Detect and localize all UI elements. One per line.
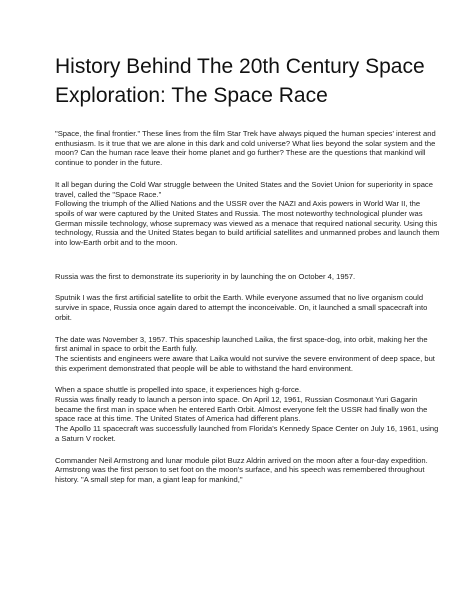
document-title: History Behind The 20th Century Space Exploration: The Space Race <box>55 55 425 107</box>
paragraph-laika: The date was November 3, 1957. This spaceship launched Laika, the first space-dog, into orbit, making her the first animal in space to orbit the Earth fully. The scientists and engineers were aware that Laika would not survive the severe environment of deep space, but this experiment demonstrated that people will be able to withstand the hard environment. <box>55 334 435 373</box>
document-body <box>55 129 440 485</box>
paragraph-armstrong: Commander Neil Armstrong and lunar module pilot Buzz Aldrin arrived on the moon after a four-day expedition. Armstrong was the first person to set foot on the moon's surface, and his speech was remembered throughout history. "A small step for man, a giant leap for mankind," <box>55 455 428 484</box>
paragraph-gagarin-apollo: When a space shuttle is propelled into space, it experiences high g-force. Russia was finally ready to launch a person into space. On April 12, 1961, Russian Cosmonaut Yuri Gagarin became the first man in space when he entered Earth Orbit. Almost everyone felt the USSR had finally won the space race at this time. The United States of America had different plans. The Apollo 11 spacecraft was successfully launched from Florida's Kennedy Space Center on July 16, 1961, using a Saturn V rocket. <box>55 385 439 443</box>
paragraph-sputnik: Sputnik I was the first artificial satellite to orbit the Earth. While everyone assumed that no live organism could survive in space, Russia once again dared to attempt the inconceivable. On, it launched a small spacecraft into orbit. <box>55 293 428 322</box>
paragraph-intro: "Space, the final frontier." These lines from the film Star Trek have always piqued the human species' interest and enthusiasm. Is it true that we are alone in this dark and cold universe? What lies beyond the solar system and the moon? Can the human race leave their home planet and go further? These are the questions that mankind will continue to ponder in the future. <box>55 129 436 168</box>
paragraph-cold-war: It all began during the Cold War struggle between the United States and the Soviet Union for superiority in space travel, called the "Space Race." Following the triumph of the Allied Nations and the USSR over the NAZI and Axis powers in World War II, the spoils of war were captured by the United States and Russia. The most noteworthy technological plunder was German missile technology, whose supremacy was viewed as a menace that required national security. Using this technology, Russia and the United States began to build artificial satellites and unmanned probes and launch them into low-Earth orbit and to the moon. <box>55 179 440 248</box>
paragraph-russia-first: Russia was the first to demonstrate its superiority in by launching the on October 4, 1957. <box>55 271 356 281</box>
